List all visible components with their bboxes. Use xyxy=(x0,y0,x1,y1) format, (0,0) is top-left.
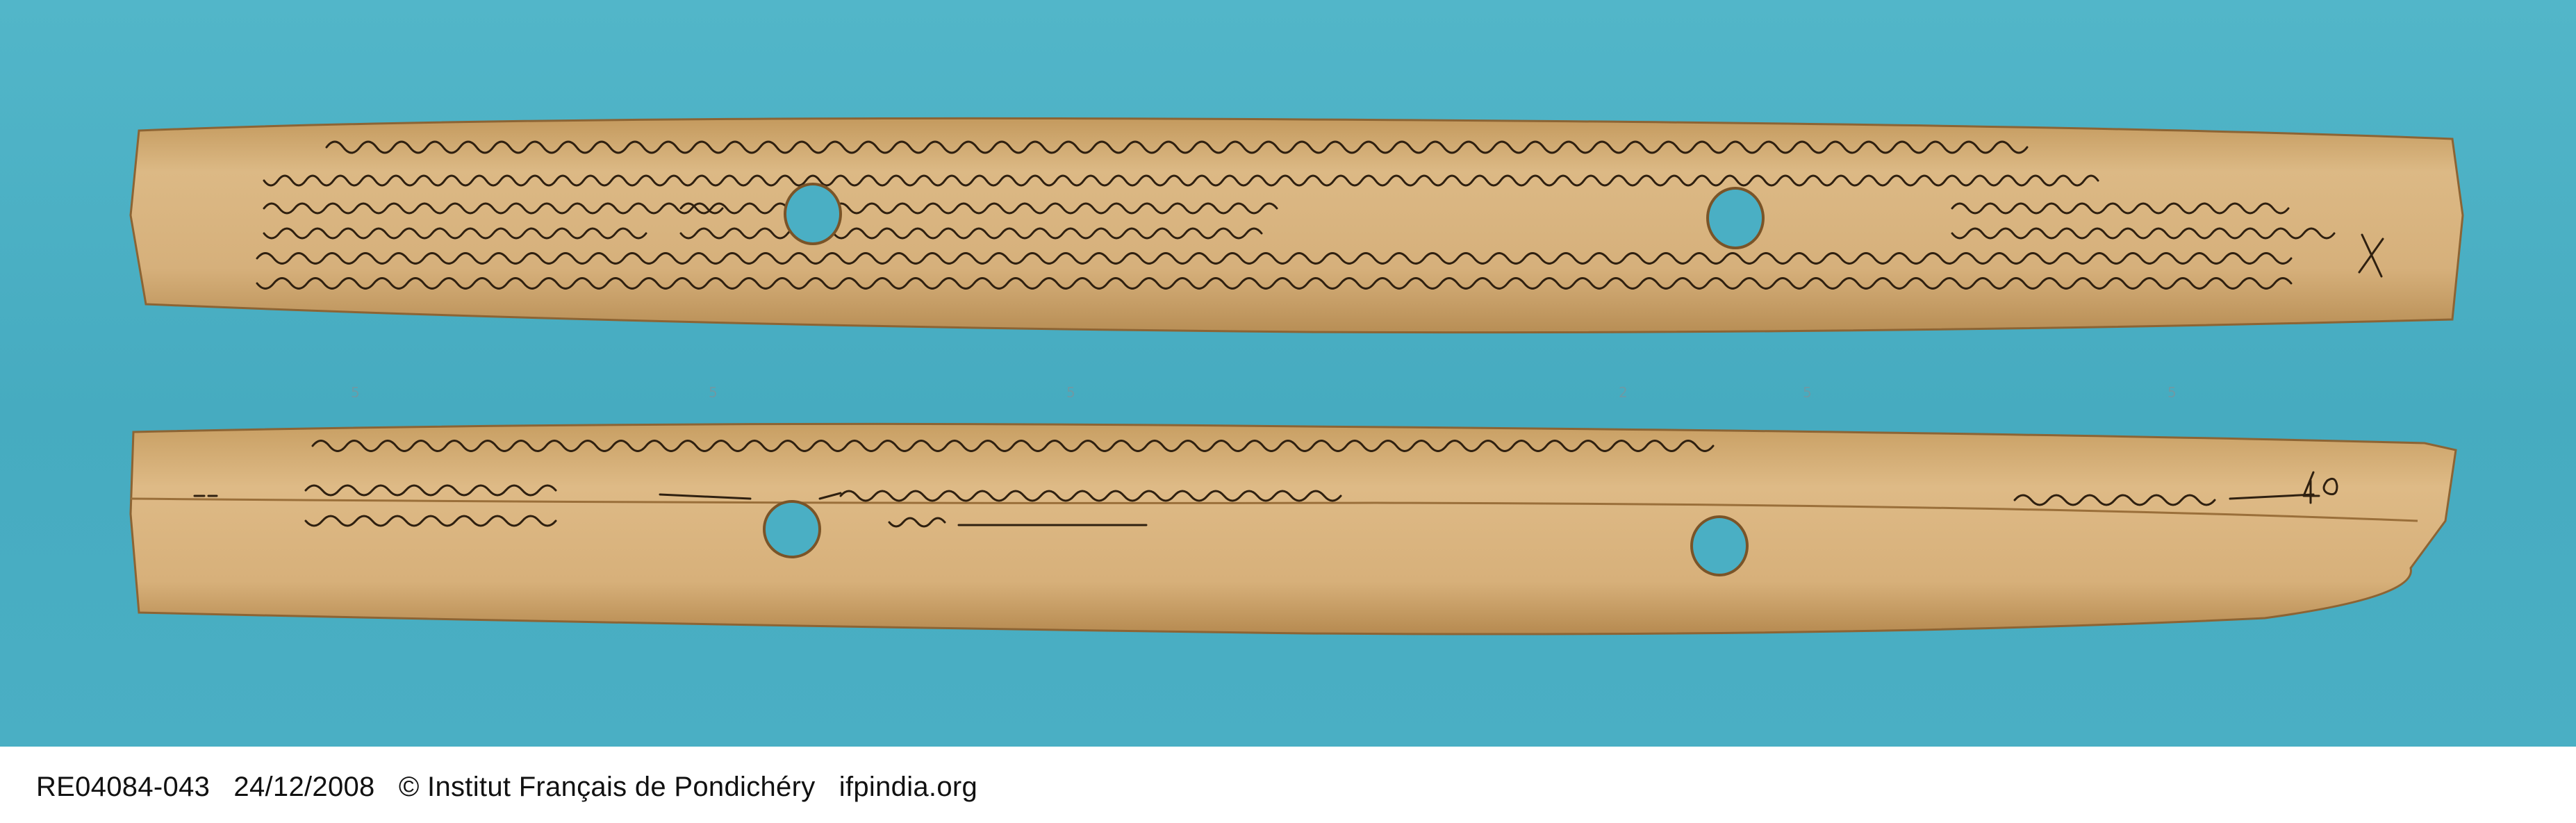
ruler-mark: 5 xyxy=(709,384,718,401)
binding-hole-upper-right xyxy=(1708,188,1763,248)
binding-hole-lower-left xyxy=(764,501,820,557)
website-link[interactable]: ifpindia.org xyxy=(839,772,978,802)
binding-hole-lower-right xyxy=(1692,517,1747,575)
ruler-mark: 5 xyxy=(351,384,360,401)
ruler-mark: 5 xyxy=(2168,384,2177,401)
palm-leaf-upper xyxy=(125,111,2473,340)
binding-hole-upper-left xyxy=(785,184,841,244)
capture-date: 24/12/2008 xyxy=(233,772,375,802)
caption-text xyxy=(36,772,977,803)
copyright-notice: © Institut Français de Pondichéry xyxy=(398,772,816,802)
ruler-mark: 5 xyxy=(1803,384,1812,401)
image-caption-bar xyxy=(0,747,2576,823)
catalog-reference: RE04084-043 xyxy=(36,772,210,802)
ruler-mark: 2 xyxy=(1619,384,1628,401)
palm-leaf-lower xyxy=(125,417,2473,653)
ruler-mark: 5 xyxy=(1066,384,1075,401)
